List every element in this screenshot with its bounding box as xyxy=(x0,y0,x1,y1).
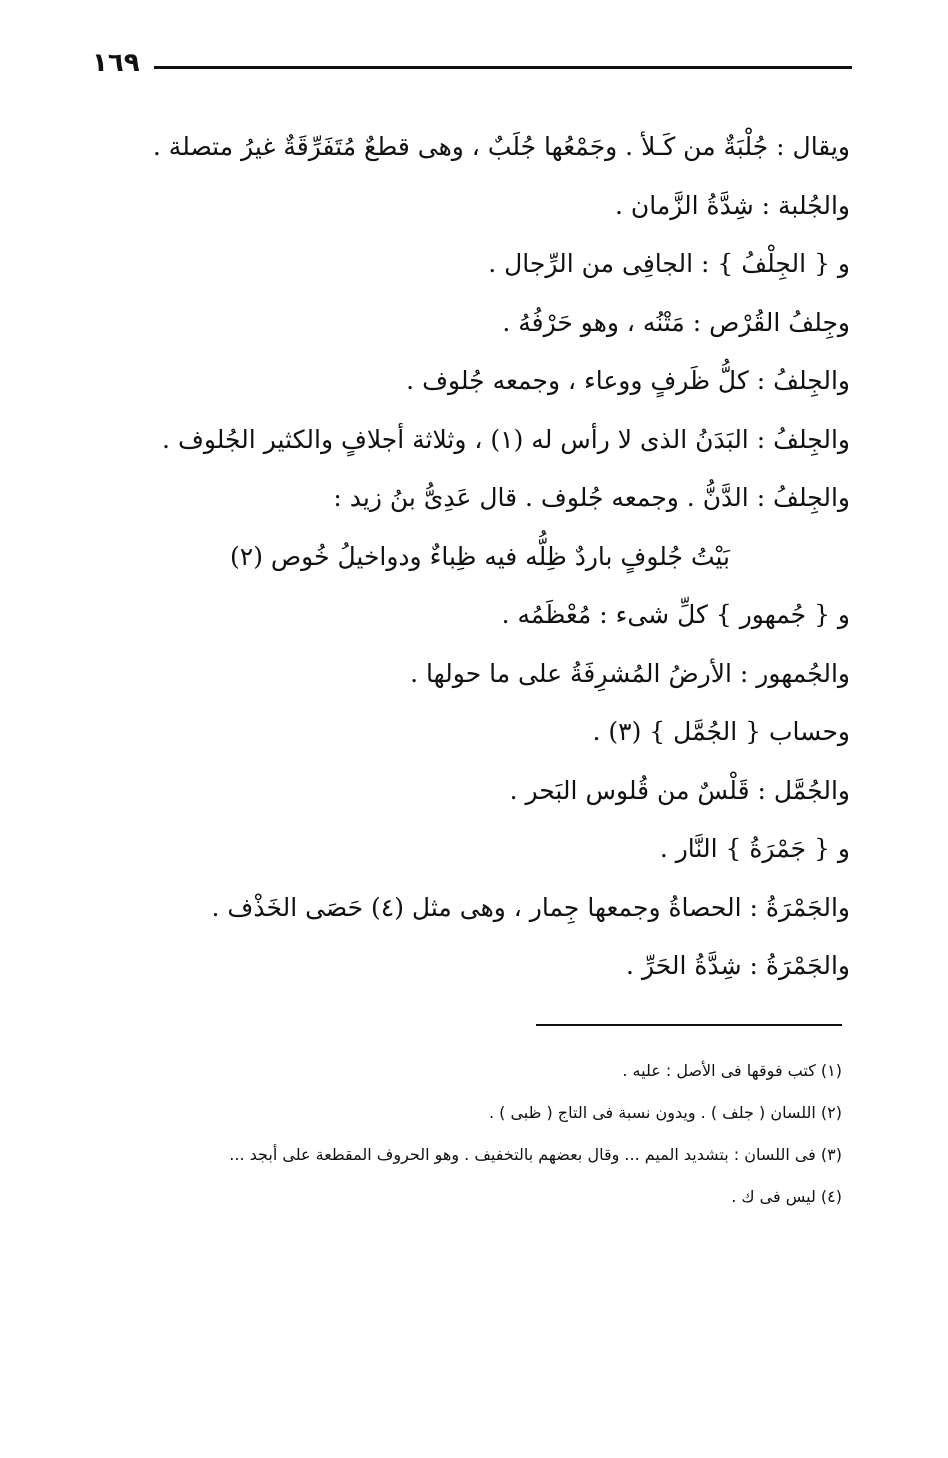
text-line: والجِلفُ : البَدَنُ الذى لا رأس له (١) ، وثلاثة أجلافٍ والكثير الجُلوف . xyxy=(162,424,850,454)
text-line: و { جَمْرَةُ } النَّار . xyxy=(659,834,850,863)
text-line: والجُمَّل : قَلْسٌ من قُلوس البَحر . xyxy=(509,775,850,805)
text-line: وحساب { الجُمَّل } (٣) . xyxy=(592,717,850,746)
text-line: ويقال : جُلْبَةٌ من كَـلأ . وجَمْعُها جُلَبٌ ، وهى قطعٌ مُتَفَرِّقَةٌ غيرُ متصلة . xyxy=(152,132,850,161)
text-line: والجِلفُ : كلُّ ظَرفٍ ووعاء ، وجمعه جُلوف . xyxy=(406,366,850,395)
text-line: و { الجِلْفُ } : الجافِى من الرِّجال . xyxy=(488,249,850,278)
text-line: وجِلفُ القُرْص : مَتْنُه ، وهو حَرْفُهُ . xyxy=(502,307,850,337)
text-line: والجُلبة : شِدَّةُ الزَّمان . xyxy=(614,190,850,220)
footnote-rule xyxy=(536,1024,842,1026)
text-line: والجَمْرَةُ : الحصاةُ وجمعها جِمار ، وهى مثل (٤) حَصَى الخَذْف . xyxy=(211,892,850,922)
footnote: (١) كتب فوقها فى الأصل : عليه . xyxy=(622,1061,842,1080)
page-number: ١٦٩ xyxy=(92,48,140,78)
body-text xyxy=(110,118,850,996)
text-line: والجِلفُ : الدَّنُّ . وجمعه جُلوف . قال عَدِىُّ بنُ زيد : xyxy=(333,483,850,512)
text-line: والجَمْرَةُ : شِدَّةُ الحَرِّ . xyxy=(626,951,850,980)
poem-verse: بَيْتُ جُلوفٍ باردٌ ظِلُّه فيه ظِباءٌ ودواخيلُ خُوص (٢) xyxy=(230,541,730,571)
page-header xyxy=(92,48,852,88)
header-rule xyxy=(154,66,852,69)
footnote: (٢) اللسان ( جلف ) . ويدون نسبة فى التاج ( ظبى ) . xyxy=(488,1103,842,1122)
text-line: والجُمهور : الأرضُ المُشرِفَةُ على ما حولها . xyxy=(410,658,850,688)
footnotes xyxy=(122,1050,842,1218)
text-line: و { جُمهور } كلِّ شىء : مُعْظَمُه . xyxy=(501,600,850,629)
footnote: (٤) ليس فى ك . xyxy=(731,1187,842,1206)
footnote: (٣) فى اللسان : بتشديد الميم ... وقال بعضهم بالتخفيف . وهو الحروف المقطعة على أبجد ... xyxy=(229,1145,842,1164)
